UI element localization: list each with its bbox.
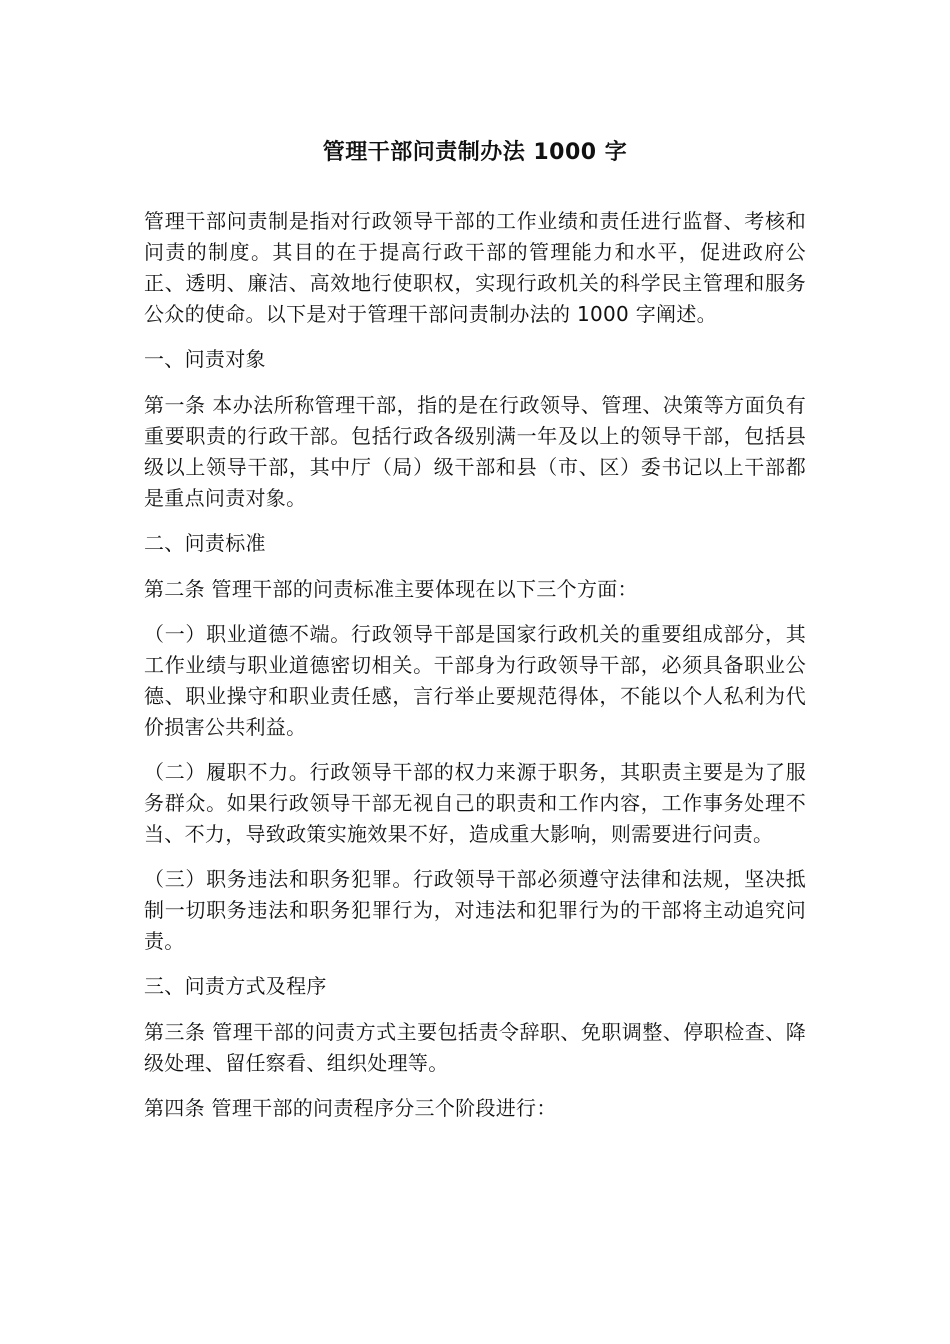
document-title: 管理干部问责制办法 1000 字: [322, 140, 628, 165]
document-body: [144, 206, 806, 1138]
intro-paragraph: 管理干部问责制是指对行政领导干部的工作业绩和责任进行监督、考核和问责的制度。其目的在于提高行政干部的管理能力和水平，促进政府公正、透明、廉洁、高效地行使职权，实现行政机关的科学民主管理和服务公众的使命。以下是对于管理干部问责制办法的 1000 字阐述。: [144, 209, 806, 326]
article-1-paragraph: 第一条 本办法所称管理干部，指的是在行政领导、管理、决策等方面负有重要职责的行政干部。包括行政各级别满一年及以上的领导干部，包括县级以上领导干部，其中厅（局）级干部和县（市、区）委书记以上干部都是重点问责对象。: [144, 393, 806, 510]
section-heading-3: 三、问责方式及程序: [144, 974, 327, 998]
article-2-paragraph: 第二条 管理干部的问责标准主要体现在以下三个方面：: [144, 577, 638, 601]
section-heading-1: 一、问责对象: [144, 347, 266, 371]
section-heading-2: 二、问责标准: [144, 531, 266, 555]
standard-item-1-paragraph: （一）职业道德不端。行政领导干部是国家行政机关的重要组成部分，其工作业绩与职业道德密切相关。干部身为行政领导干部，必须具备职业公德、职业操守和职业责任感，言行举止要规范得体，不能以个人私利为代价损害公共利益。: [144, 622, 806, 739]
standard-item-3-paragraph: （三）职务违法和职务犯罪。行政领导干部必须遵守法律和法规，坚决抵制一切职务违法和职务犯罪行为，对违法和犯罪行为的干部将主动追究问责。: [144, 867, 806, 953]
article-4-paragraph: 第四条 管理干部的问责程序分三个阶段进行：: [144, 1096, 557, 1120]
standard-item-2-paragraph: （二）履职不力。行政领导干部的权力来源于职务，其职责主要是为了服务群众。如果行政领导干部无视自己的职责和工作内容，工作事务处理不当、不力，导致政策实施效果不好，造成重大影响，则需要进行问责。: [144, 760, 806, 846]
article-3-paragraph: 第三条 管理干部的问责方式主要包括责令辞职、免职调整、停职检查、降级处理、留任察看、组织处理等。: [144, 1020, 806, 1075]
